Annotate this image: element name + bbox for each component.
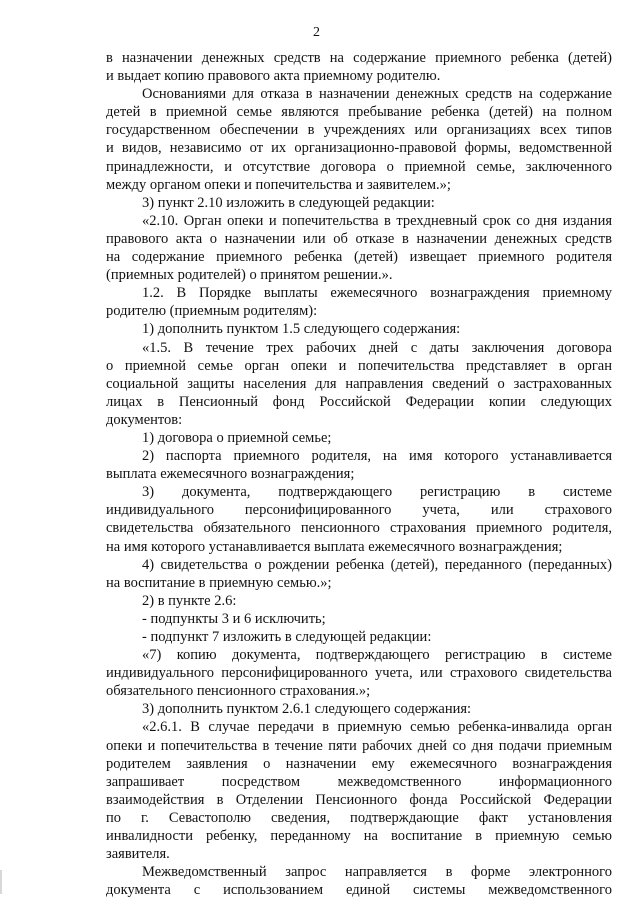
text-line: - подпункты 3 и 6 исключить; (142, 610, 326, 627)
text-line: на содержание приемного ребенка (детей) извещает приемного родителя (106, 249, 612, 266)
text-line: и видов, независимо от их организационно-правовой формы, ведомственной (106, 140, 612, 157)
text-line: «7) копию документа, подтверждающего регистрацию в системе (142, 647, 612, 664)
text-line: - подпункт 7 изложить в следующей редакции: (142, 629, 432, 645)
text-line: Основаниями для отказа в назначении денежных средств на содержание (142, 86, 612, 103)
text-line: по г. Севастополю сведения, подтверждающие факт установления (106, 809, 612, 826)
text-line: родителю (приемным родителям): (106, 303, 318, 320)
text-line: обязательного пенсионного страхования.»; (106, 683, 371, 700)
text-line: документов: (106, 411, 183, 428)
text-line: запрашивает посредством межведомственного информационного (106, 773, 612, 790)
text-line: в назначении денежных средств на содержание приемного ребенка (детей) (106, 50, 612, 66)
text-line: «1.5. В течение трех рабочих дней с даты заключения договора (142, 339, 612, 356)
text-line: 3) пункт 2.10 изложить в следующей редакции: (142, 194, 435, 211)
text-line: о приемной семье орган опеки и попечительства представляет в орган (106, 357, 612, 374)
text-line: «2.6.1. В случае передачи в приемную семью ребенка-инвалида орган (142, 719, 612, 736)
text-line: Межведомственный запрос направляется в форме электронного (142, 864, 612, 881)
text-line: социальной защиты населения для направления сведений о застрахованных (106, 375, 612, 392)
text-line: инвалидности ребенку, переданному на воспитание в приемную семью (106, 828, 612, 845)
text-line: 3) дополнить пунктом 2.6.1 следующего содержания: (142, 701, 472, 718)
text-line: государственном обеспечении в учреждениях или организациях всех типов (106, 122, 612, 139)
text-line: опеки и попечительства в течение пяти рабочих дней со дня подачи приемным (106, 737, 612, 754)
text-line: индивидуального персонифицированного учета, или страхового свидетельства (106, 665, 612, 682)
scan-edge-mark (0, 870, 2, 894)
text-line: выплата ежемесячного вознаграждения; (106, 466, 355, 483)
text-line: (приемных родителей) о принятом решении.». (106, 267, 393, 284)
text-line: между органом опеки и попечительства и заявителем.»; (106, 176, 451, 193)
text-line: на имя которого устанавливается выплата ежемесячного вознаграждения; (106, 538, 563, 555)
page-number: 2 (313, 25, 320, 40)
text-line: взаимодействия в Отделении Пенсионного фонда Российской Федерации (106, 791, 612, 808)
text-line: 3) документа, подтверждающего регистрацию в системе (142, 484, 612, 501)
text-line: 1) договора о приемной семье; (142, 429, 332, 446)
text-line: принадлежности, и отсутствие договора о приемной семье, заключенного (106, 158, 612, 175)
text-line: и выдает копию правового акта приемному родителю. (106, 68, 441, 85)
text-line: 4) свидетельства о рождении ребенка (детей), переданного (переданных) (142, 556, 612, 573)
text-line: «2.10. Орган опеки и попечительства в трехдневный срок со дня издания (142, 212, 612, 229)
text-line: детей в приемной семье являются пребывание ребенка (детей) на полном (106, 104, 612, 121)
text-line: родителем заявления о назначении ему ежемесячного вознаграждения (106, 755, 612, 772)
document-body (106, 49, 612, 899)
text-line: 2) в пункте 2.6: (142, 592, 237, 609)
text-line: 2) паспорта приемного родителя, на имя которого устанавливается (142, 448, 612, 465)
text-line: свидетельства обязательного пенсионного страхования приемного родителя, (106, 520, 612, 537)
text-line: документа с использованием единой системы межведомственного (106, 882, 612, 899)
text-line: 1.2. В Порядке выплаты ежемесячного вознаграждения приемному (142, 285, 612, 302)
text-line: правового акта о назначении или об отказе в назначении денежных средств (106, 230, 612, 247)
text-line: индивидуального персонифицированного учета, или страхового (106, 502, 612, 519)
text-line: заявителя. (106, 846, 170, 863)
text-line: 1) дополнить пунктом 1.5 следующего содержания: (142, 321, 461, 338)
text-line: на воспитание в приемную семью.»; (106, 574, 332, 591)
text-line: лицах в Пенсионный фонд Российской Федерации копии следующих (106, 393, 612, 410)
